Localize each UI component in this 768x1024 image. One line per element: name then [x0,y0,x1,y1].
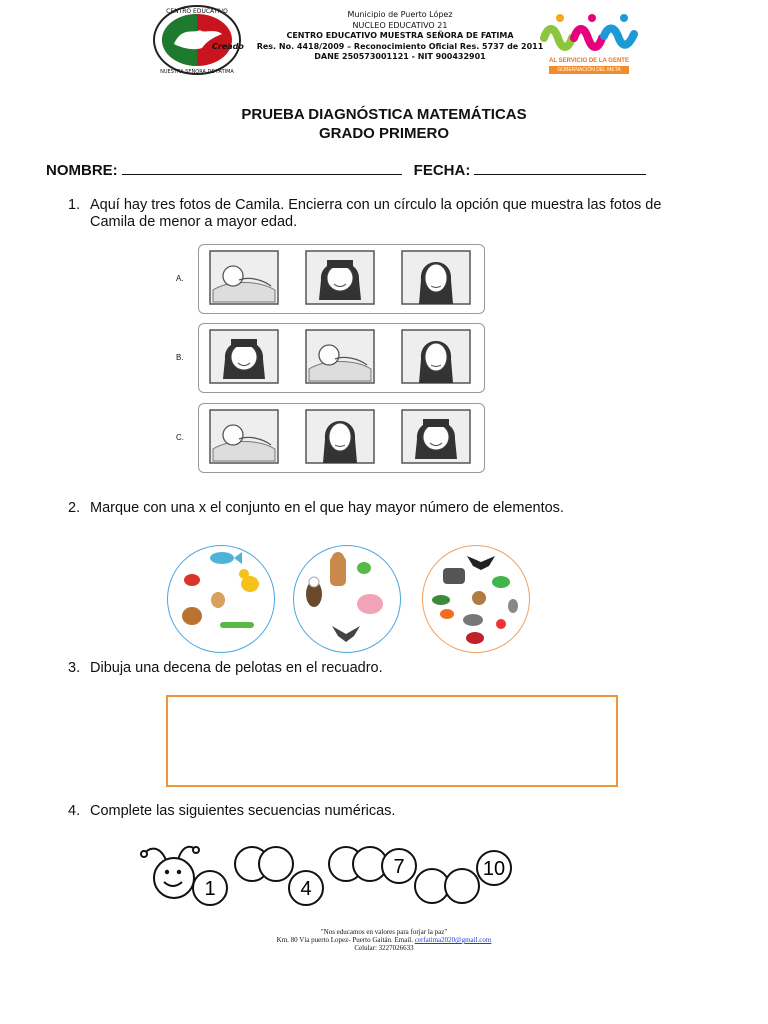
caterpillar-sequence [136,838,516,910]
segment-circle[interactable] [259,847,293,881]
segment-number: 1 [204,878,216,900]
photo-teen [401,250,471,305]
question-2 [68,500,708,517]
question-number: 2. [68,500,81,516]
question-number: 4. [68,803,81,819]
question-number: 1. [68,197,81,213]
motto: "Nos educamos en valores para forjar la paz" [320,928,448,936]
date-label: FECHA: [413,162,471,179]
photo-girl [209,329,279,384]
name-label: NOMBRE: [46,162,118,179]
option-letter: B. [176,353,184,362]
photo-baby [209,250,279,305]
caterpillar-segments [193,847,511,905]
segment-number: 10 [482,858,506,880]
school-header-text [212,10,550,63]
segment-number: 7 [393,856,405,878]
svg-text:NUESTRA SEÑORA DE FATIMA: NUESTRA SEÑORA DE FATIMA [160,69,234,75]
photo-girl [401,409,471,464]
address: Km. 80 Vía puerto Lopez- Puerto Gaitán. Email. [276,936,413,944]
segment-circle[interactable] [415,869,449,903]
name-blank[interactable] [122,160,402,175]
gobernacion-tagline: AL SERVICIO DE LA GENTE [549,58,629,64]
date-blank[interactable] [474,160,646,175]
school-name: CENTRO EDUCATIVO MUESTRA SEÑORA DE FATIMA [286,31,514,40]
footer [0,928,768,952]
question-text: Aquí hay tres fotos de Camila. Encierra con un círculo la opción que muestra las fotos de Camila de menor a mayor edad. [90,197,662,230]
question-number: 3. [68,660,81,676]
animal-set-2-illustration [294,546,400,652]
svg-text:CENTRO EDUCATIVO: CENTRO EDUCATIVO [166,8,228,15]
question-text: Complete las siguientes secuencias numéricas. [90,803,396,819]
question-3 [68,660,708,677]
school-seal-logo [152,4,242,76]
document-subtitle: GRADO PRIMERO [318,125,449,142]
gobernacion-sub: GOBERNACIÓN DEL META [549,66,629,74]
option-b-row[interactable] [198,323,485,393]
option-letter: A. [176,274,184,283]
question-4 [68,803,708,820]
animal-set-1[interactable] [167,545,275,653]
photo-baby [305,329,375,384]
option-a-row[interactable] [198,244,485,314]
photo-teen [305,409,375,464]
resolution: Res. No. 4418/2009 – Reconocimiento Oficial Res. 5737 de 2011 [256,41,544,51]
question-text: Marque con una x el conjunto en el que hay mayor número de elementos. [90,500,564,516]
animal-set-2[interactable] [293,545,401,653]
animal-set-3-illustration [423,546,529,652]
email-link[interactable]: cerfatima2020@gmail.com [414,936,492,944]
student-fields [46,160,646,179]
photo-girl [305,250,375,305]
animal-set-3[interactable] [422,545,530,653]
question-1 [68,197,708,231]
photo-teen [401,329,471,384]
document-title: PRUEBA DIAGNÓSTICA MATEMÁTICAS [241,106,527,123]
nucleus: NUCLEO EDUCATIVO 21 [352,20,448,30]
dane-nit: DANE 250573001121 - NIT 900432901 [314,52,486,61]
segment-circle[interactable] [445,869,479,903]
animal-set-1-illustration [168,546,274,652]
question-text: Dibuja una decena de pelotas en el recuadro. [90,660,383,676]
drawing-box[interactable] [166,695,618,787]
segment-number: 4 [300,878,312,900]
municipality: Municipio de Puerto López [347,10,453,19]
phone: Celular: 3227026633 [354,944,414,952]
option-c-row[interactable] [198,403,485,473]
option-letter: C. [176,433,184,442]
creado-label: Creado [212,41,244,51]
caterpillar-head [141,847,199,898]
photo-baby [209,409,279,464]
